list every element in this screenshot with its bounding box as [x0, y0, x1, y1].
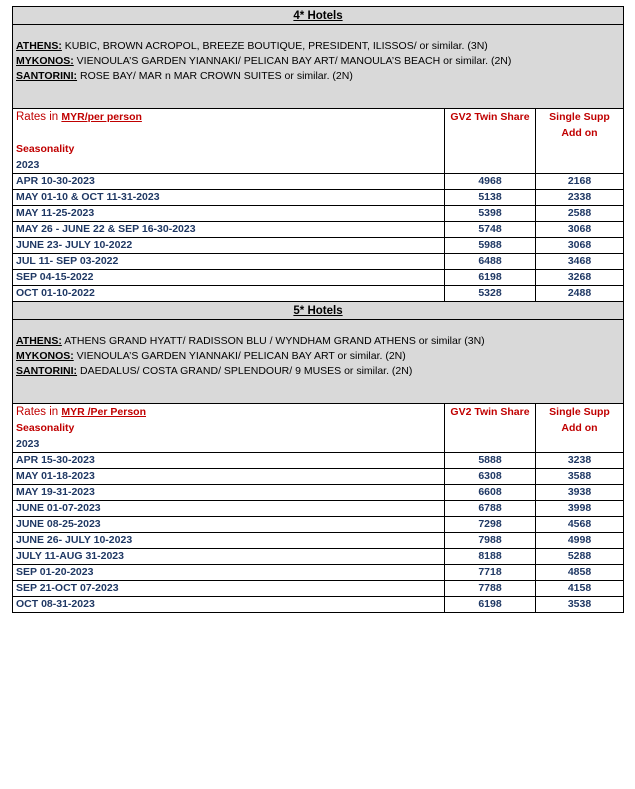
rates-header-row	[13, 404, 624, 453]
period-cell: MAY 26 - JUNE 22 & SEP 16-30-2023	[13, 222, 445, 238]
hotel-line-athens: ATHENS: ATHENS GRAND HYATT/ RADISSON BLU / WYNDHAM GRAND ATHENS or similar (3N)	[16, 335, 485, 347]
twin-share-cell: 6788	[445, 501, 536, 517]
single-supp-cell: 3268	[536, 270, 624, 286]
table-row	[13, 222, 624, 238]
period-cell: SEP 01-20-2023	[13, 565, 445, 581]
single-supp-cell: 2168	[536, 174, 624, 190]
period-cell: SEP 21-OCT 07-2023	[13, 581, 445, 597]
table-row	[13, 206, 624, 222]
period-cell: SEP 04-15-2022	[13, 270, 445, 286]
single-supp-cell: 3068	[536, 238, 624, 254]
twin-share-cell: 6308	[445, 469, 536, 485]
table-row	[13, 190, 624, 206]
period-cell: JUNE 23- JULY 10-2022	[13, 238, 445, 254]
table-row	[13, 174, 624, 190]
twin-share-cell: 5138	[445, 190, 536, 206]
rates-header-row	[13, 109, 624, 174]
single-supp-cell: 5288	[536, 549, 624, 565]
twin-share-cell: 8188	[445, 549, 536, 565]
table-row	[13, 453, 624, 469]
single-supp-cell: 4568	[536, 517, 624, 533]
period-cell: MAY 01-10 & OCT 11-31-2023	[13, 190, 445, 206]
single-supp-cell: 2338	[536, 190, 624, 206]
twin-share-cell: 6608	[445, 485, 536, 501]
hotel-line-mykonos: MYKONOS: VIENOULA’S GARDEN YIANNAKI/ PELICAN BAY ART or similar. (2N)	[16, 350, 406, 362]
table-row	[13, 549, 624, 565]
single-supp-cell: 2488	[536, 286, 624, 302]
section-5star-hotels-row	[13, 320, 624, 404]
single-supp-cell: 3468	[536, 254, 624, 270]
period-cell: MAY 19-31-2023	[13, 485, 445, 501]
period-cell: APR 15-30-2023	[13, 453, 445, 469]
col-single-supp: Single Supp Add on	[536, 404, 624, 453]
single-supp-cell: 4998	[536, 533, 624, 549]
seasonality-label: Seasonality	[16, 143, 75, 155]
table-row	[13, 469, 624, 485]
seasonality-label: Seasonality	[16, 422, 75, 434]
twin-share-cell: 7718	[445, 565, 536, 581]
rates-header-cell: Rates in MYR/per person Seasonality 2023	[13, 109, 445, 174]
period-cell: JULY 11-AUG 31-2023	[13, 549, 445, 565]
single-supp-cell: 4158	[536, 581, 624, 597]
single-supp-cell: 3998	[536, 501, 624, 517]
col-twin-share: GV2 Twin Share	[445, 109, 536, 174]
table-row	[13, 270, 624, 286]
col-twin-share: GV2 Twin Share	[445, 404, 536, 453]
table-row	[13, 501, 624, 517]
twin-share-cell: 5398	[445, 206, 536, 222]
period-cell: OCT 01-10-2022	[13, 286, 445, 302]
single-supp-cell: 4858	[536, 565, 624, 581]
period-cell: MAY 11-25-2023	[13, 206, 445, 222]
twin-share-cell: 6198	[445, 597, 536, 613]
period-cell: JUL 11- SEP 03-2022	[13, 254, 445, 270]
hotel-line-santorini: SANTORINI: DAEDALUS/ COSTA GRAND/ SPLENDOUR/ 9 MUSES or similar. (2N)	[16, 365, 413, 377]
twin-share-cell: 6488	[445, 254, 536, 270]
twin-share-cell: 4968	[445, 174, 536, 190]
single-supp-cell: 2588	[536, 206, 624, 222]
twin-share-cell: 5748	[445, 222, 536, 238]
table-row	[13, 254, 624, 270]
period-cell: JUNE 01-07-2023	[13, 501, 445, 517]
twin-share-cell: 7298	[445, 517, 536, 533]
twin-share-cell: 5988	[445, 238, 536, 254]
twin-share-cell: 7988	[445, 533, 536, 549]
single-supp-cell: 3238	[536, 453, 624, 469]
table-row	[13, 597, 624, 613]
table-row	[13, 533, 624, 549]
col-single-supp: Single Supp Add on	[536, 109, 624, 174]
rates-header-cell: Rates in MYR /Per Person Seasonality 2023	[13, 404, 445, 453]
table-row	[13, 485, 624, 501]
single-supp-cell: 3588	[536, 469, 624, 485]
section-heading: 4* Hotels	[13, 7, 624, 25]
table-row	[13, 565, 624, 581]
period-cell: OCT 08-31-2023	[13, 597, 445, 613]
hotel-list	[13, 320, 624, 404]
single-supp-cell: 3938	[536, 485, 624, 501]
section-5star-heading-row	[13, 302, 624, 320]
table-row	[13, 286, 624, 302]
section-4star-heading-row	[13, 7, 624, 25]
rates-document	[12, 6, 623, 613]
table-row	[13, 581, 624, 597]
twin-share-cell: 6198	[445, 270, 536, 286]
period-cell: MAY 01-18-2023	[13, 469, 445, 485]
section-heading: 5* Hotels	[13, 302, 624, 320]
rates-table	[12, 6, 624, 613]
period-cell: JUNE 26- JULY 10-2023	[13, 533, 445, 549]
hotel-line-mykonos: MYKONOS: VIENOULA’S GARDEN YIANNAKI/ PELICAN BAY ART/ MANOULA’S BEACH or similar. (2N)	[16, 55, 512, 67]
table-row	[13, 238, 624, 254]
hotel-line-athens: ATHENS: KUBIC, BROWN ACROPOL, BREEZE BOUTIQUE, PRESIDENT, ILISSOS/ or similar. (3N)	[16, 40, 488, 52]
single-supp-cell: 3068	[536, 222, 624, 238]
hotel-list	[13, 25, 624, 109]
section-4star-hotels-row	[13, 25, 624, 109]
twin-share-cell: 7788	[445, 581, 536, 597]
table-row	[13, 517, 624, 533]
year-label: 2023	[16, 438, 40, 450]
single-supp-cell: 3538	[536, 597, 624, 613]
period-cell: JUNE 08-25-2023	[13, 517, 445, 533]
twin-share-cell: 5328	[445, 286, 536, 302]
twin-share-cell: 5888	[445, 453, 536, 469]
year-label: 2023	[16, 159, 40, 171]
hotel-line-santorini: SANTORINI: ROSE BAY/ MAR n MAR CROWN SUITES or similar. (2N)	[16, 70, 353, 82]
period-cell: APR 10-30-2023	[13, 174, 445, 190]
